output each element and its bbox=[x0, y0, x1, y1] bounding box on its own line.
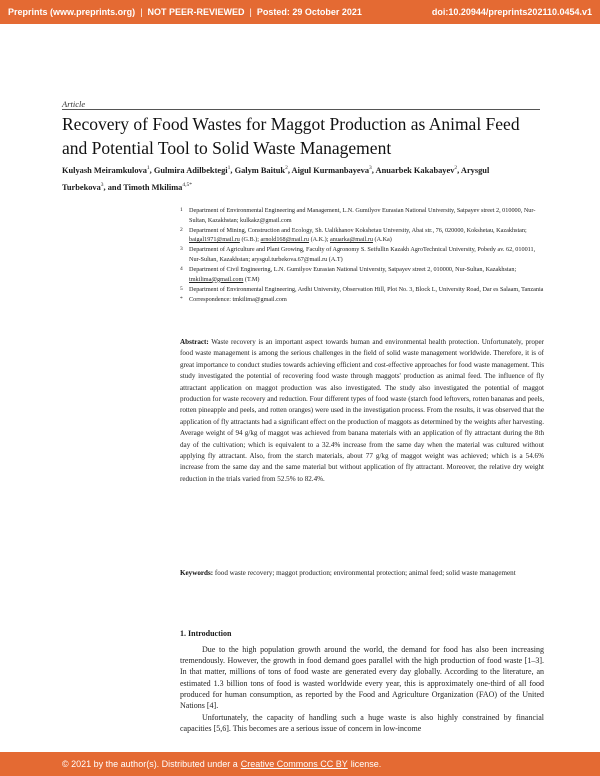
author-affiliation-mark: 2 bbox=[454, 165, 458, 171]
affiliation-text: Department of Environmental Engineering, Ardhi University, Observation Hill, Plot No. 3, Block L, University Road, Dar es Salaam, Tanzania bbox=[189, 285, 544, 293]
license-link[interactable]: Creative Commons CC BY bbox=[240, 759, 348, 769]
author-name: Anuarbek Kakabayev bbox=[375, 165, 455, 175]
license-footer-bar bbox=[0, 752, 600, 776]
affiliation-text: Department of Civil Engineering, L.N. Gumilyov Eurasian National University, Satpayev street 2, 010000, Nur-Sultan, Kazakhstan; bbox=[189, 266, 517, 274]
author-name: Galym Baituk bbox=[234, 165, 286, 175]
author-separator: , bbox=[230, 165, 235, 175]
author-name: Kulyash Meiramkulova bbox=[62, 165, 147, 175]
author-name: Gulmira Adilbektegi bbox=[153, 165, 228, 175]
email-link[interactable]: arnold168@mail.ru bbox=[260, 236, 310, 244]
copyright-text: © 2021 by the author(s). Distributed under a bbox=[62, 759, 238, 769]
author-affiliation-mark: 1 bbox=[146, 165, 150, 171]
affiliation-text: (A.Ka) bbox=[372, 236, 392, 244]
header-separator: | bbox=[249, 7, 252, 17]
keywords-text: food waste recovery; maggot production; environmental protection; animal feed; solid waste management bbox=[214, 569, 516, 577]
affiliation-item bbox=[180, 295, 545, 305]
affiliation-text: Department of Mining, Construction and Ecology, Sh. Ualikhanov Kokshetau University, Abai str., 76, 020000, Kokshetau, Kazakhstan; bbox=[189, 226, 527, 234]
affiliation-text: (A.K.); bbox=[309, 236, 330, 244]
introduction-body bbox=[180, 644, 544, 735]
doi-link[interactable]: doi:10.20944/preprints202110.0454.v1 bbox=[431, 7, 592, 17]
affiliation-text: Correspondence: tmkilima@gmail.com bbox=[189, 295, 287, 303]
author-affiliation-mark: 2 bbox=[285, 165, 288, 171]
keywords bbox=[180, 568, 544, 579]
section-heading-introduction: 1. Introduction bbox=[180, 629, 232, 638]
posted-date: Posted: 29 October 2021 bbox=[256, 7, 362, 17]
author-name: Arysgul Turbekova bbox=[62, 165, 490, 192]
affiliation-item bbox=[180, 265, 545, 284]
email-link[interactable]: tmkilima@gmail.com bbox=[189, 275, 244, 283]
article-type-label: Article bbox=[62, 99, 86, 109]
author-separator: , and bbox=[103, 182, 124, 192]
paragraph: Unfortunately, the capacity of handling such a huge waste is also highly constrained by financial capacities [5,6]. This becomes are a serious issue of concern in low-income bbox=[180, 713, 544, 734]
affiliation-marker: 5 bbox=[180, 285, 183, 292]
affiliation-marker: 4 bbox=[180, 266, 183, 273]
affiliation-text: (G.B.); bbox=[239, 236, 261, 244]
author-separator: , bbox=[287, 165, 292, 175]
affiliation-item bbox=[180, 226, 545, 245]
affiliation-marker: * bbox=[180, 295, 183, 302]
affiliation-item bbox=[180, 285, 545, 295]
affiliation-text: (T.M) bbox=[243, 275, 260, 283]
affiliation-list bbox=[180, 206, 545, 304]
author-affiliation-mark: 4,5* bbox=[182, 181, 192, 188]
abstract bbox=[180, 337, 544, 485]
peer-review-status: NOT PEER-REVIEWED bbox=[147, 7, 245, 17]
header-left bbox=[8, 7, 362, 17]
preprint-header-bar bbox=[0, 0, 600, 24]
author-name: Aigul Kurmanbayeva bbox=[291, 165, 370, 175]
paragraph: Due to the high population growth around the world, the demand for food has also been increasing tremendously. However, the growth in food demand goes parallel with the high production of food waste [1–3]. In that matter, millions of tons of food waste are generated every day globally. According to the literature, an estimated 1.3 billion tons of food is wasted worldwide every year, this is approximately one-third of all food produced for human consumption, as reported by the Food and Agriculture Organization (FAO) of the United Nations [4]. bbox=[180, 645, 544, 711]
author-name: Timoth Mkilima bbox=[123, 182, 183, 192]
author-affiliation-mark: 1 bbox=[227, 165, 231, 171]
author-separator: , bbox=[371, 165, 376, 175]
paper-title: Recovery of Food Wastes for Maggot Production as Animal Feed and Potential Tool to Solid Waste Management bbox=[62, 114, 520, 158]
license-tail-text: license. bbox=[350, 759, 382, 769]
author-affiliation-mark: 3 bbox=[369, 165, 372, 171]
email-link[interactable]: anuarka@mail.ru bbox=[329, 236, 373, 244]
affiliation-item bbox=[180, 245, 545, 264]
affiliation-marker: 3 bbox=[180, 246, 183, 253]
email-link[interactable]: baigal1971@mail.ru bbox=[189, 236, 240, 244]
site-link[interactable]: Preprints (www.preprints.org) bbox=[8, 7, 136, 17]
affiliation-text: Department of Environmental Engineering and Management, L.N. Gumilyov Eurasian National University, Satpayev street 2, 010000, Nur-Sultan, Kazakhstan; kulkakz@gmail.com bbox=[189, 207, 536, 224]
author-affiliation-mark: 3 bbox=[100, 181, 104, 188]
author-separator: , bbox=[457, 165, 461, 175]
author-separator: , bbox=[149, 165, 154, 175]
affiliation-text: Department of Agriculture and Plant Growing, Faculty of Agronomy S. Seifullin Kazakh AgroTechnical University, Pobedy av. 62, 010011, Nur-Sultan, Kazakhstan; arysgul.turbekova.67@mail.ru (A.T) bbox=[189, 246, 536, 263]
affiliation-item bbox=[180, 206, 545, 225]
keywords-label: Keywords: bbox=[180, 569, 214, 577]
affiliation-marker: 2 bbox=[180, 226, 183, 233]
header-separator: | bbox=[140, 7, 143, 17]
abstract-text: Waste recovery is an important aspect towards human and environmental health protection. Unfortunately, proper food waste management is among the serious challenges in the field of solid waste management worldwide. Therefore, it is of great importance to conduct studies towards achieving efficient and cost-effective approaches for food waste management. This study investigated the potential of recovering food waste through maggots' production as animal feed. The influence of fly attractant application on maggot production was also investigated. The study also investigated the potential of maggot production for waste recovery and reduction. Four different types of food waste (starch food leftovers, rotten bananas and peels, rotten pineapple and peels, and rotten oranges) were used in the investigation process. From the results, it was observed that the application of fly attractants had a significant effect on the production of maggots as determined by the weights after harvesting. Average weight of 94 g/kg of maggot was achieved from banana materials with an application of fly attractant during the 8th day of the cultivation; which is equivalent to a 32.4% increase from the same day when the material was cultured without applying fly attractant. Also, from the starch materials, about 77 g/kg of maggot weight was achieved; which is a 54.6% increase from the same day and the same material but without application of fly attractant. Moreover, the relative dry weight reduction in the trials varied from 52.5% to 82.4%. bbox=[180, 338, 544, 483]
author-list bbox=[62, 161, 542, 195]
affiliation-marker: 1 bbox=[180, 207, 183, 213]
abstract-label: Abstract: bbox=[180, 338, 209, 346]
title-divider bbox=[62, 109, 540, 110]
